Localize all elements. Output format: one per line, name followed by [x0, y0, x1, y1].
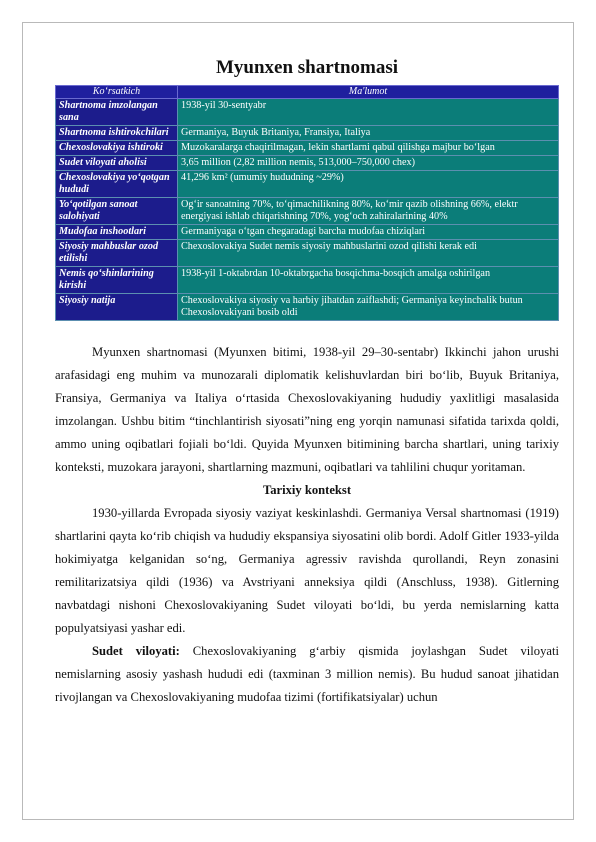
table-header-indicator: Ko‘rsatkich — [56, 86, 178, 99]
row-key: Sudet viloyati aholisi — [56, 156, 178, 171]
table-row — [56, 267, 559, 294]
row-value: 1938-yil 1-oktabrdan 10-oktabrgacha bosqichma-bosqich amalga oshirilgan — [178, 267, 559, 294]
row-value: 41,296 km² (umumiy hududning ~29%) — [178, 171, 559, 198]
table-row — [56, 99, 559, 126]
row-key: Mudofaa inshootlari — [56, 225, 178, 240]
document-title: Myunxen shartnomasi — [215, 57, 399, 78]
table-header-info: Ma'lumot — [178, 86, 559, 99]
table-row — [56, 240, 559, 267]
table-row — [56, 156, 559, 171]
row-key: Chexoslovakiya ishtiroki — [56, 141, 178, 156]
row-value: Muzokaralarga chaqirilmagan, lekin shartlarni qabul qilishga majbur bo‘lgan — [178, 141, 559, 156]
table-header-row — [56, 86, 559, 99]
row-key: Nemis qo‘shinlarining kirishi — [56, 267, 178, 294]
info-table — [55, 85, 559, 321]
row-value: Chexoslovakiya siyosiy va harbiy jihatdan zaiflashdi; Germaniya keyinchalik butun Chexoslovakiyani bosib oldi — [178, 294, 559, 321]
document-content — [55, 56, 559, 709]
section-heading: Tarixiy kontekst — [262, 483, 352, 497]
intro-paragraph: Myunxen shartnomasi (Myunxen bitimi, 1938-yil 29–30-sentabr) Ikkinchi jahon urushi arafasidagi eng muhim va munozarali diplomatik kelishuvlardan biri bo‘lib, Buyuk Britaniya, Fransiya, Germaniya va Italiya o‘rtasida Chexoslovakiyaning hududiy yaxlitligi masalasida imzolangan. Ushbu bitim “tinchlantirish siyosati”ning eng yorqin namunasi sifatida tarixda qoldi, ammo uning oqibatlari fojiali bo‘ldi. Quyida Myunxen bitimining barcha shartlari, uning tarixiy konteksti, muzokara jarayoni, shartlarning mazmuni, oqibatlari va tahlilini chuqur yoritaman. — [55, 345, 559, 474]
row-key: Yo‘qotilgan sanoat salohiyati — [56, 198, 178, 225]
sudet-paragraph — [55, 640, 559, 709]
table-row — [56, 225, 559, 240]
row-key: Shartnoma imzolangan sana — [56, 99, 178, 126]
row-value: 3,65 million (2,82 million nemis, 513,000–750,000 chex) — [178, 156, 559, 171]
row-key: Siyosiy natija — [56, 294, 178, 321]
row-value: Germaniya, Buyuk Britaniya, Fransiya, Italiya — [178, 126, 559, 141]
table-row — [56, 126, 559, 141]
body-text — [55, 341, 559, 709]
table-row — [56, 141, 559, 156]
row-value: Og‘ir sanoatning 70%, to‘qimachilikning 80%, ko‘mir qazib olishning 66%, elektr energiyasi ishlab chiqarishning 70%, yog‘och zahiralarining 40% — [178, 198, 559, 225]
row-value: 1938-yil 30-sentyabr — [178, 99, 559, 126]
table-row — [56, 171, 559, 198]
table-row — [56, 294, 559, 321]
row-key: Shartnoma ishtirokchilari — [56, 126, 178, 141]
sudet-text: Chexoslovakiyaning g‘arbiy qismida joylashgan Sudet viloyati nemislarning asosiy yashash hududi edi (taxminan 3 million nemis). Bu hudud sanoat jihatidan rivojlangan va Chexoslovakiyaning mudofaa tizimi (fortifikatsiyalar) uchun — [55, 644, 559, 704]
context-paragraph: 1930-yillarda Evropada siyosiy vaziyat keskinlashdi. Germaniya Versal shartnomasi (1919) shartlarini qayta ko‘rib chiqish va hududiy ekspansiya siyosatini olib bordi. Adolf Gitler 1933-yilda hokimiyatga kelganidan so‘ng, Germaniya agressiv ravishda qurollandi, Reyn zonasini remilitarizatsiya qildi (1936) va Avstriyani anneksiya qildi (Anschluss, 1938). Gitlerning navbatdagi nishoni Chexoslovakiyaning Sudet viloyati bo‘ldi, bu yerda nemislarning katta populyatsiyasi yashar edi. — [55, 506, 559, 635]
row-value: Germaniyaga o‘tgan chegaradagi barcha mudofaa chiziqlari — [178, 225, 559, 240]
row-key: Siyosiy mahbuslar ozod etilishi — [56, 240, 178, 267]
row-key: Chexoslovakiya yo‘qotgan hududi — [56, 171, 178, 198]
row-value: Chexoslovakiya Sudet nemis siyosiy mahbuslarini ozod qilishi kerak edi — [178, 240, 559, 267]
table-row — [56, 198, 559, 225]
sudet-lead: Sudet viloyati: — [92, 644, 180, 658]
